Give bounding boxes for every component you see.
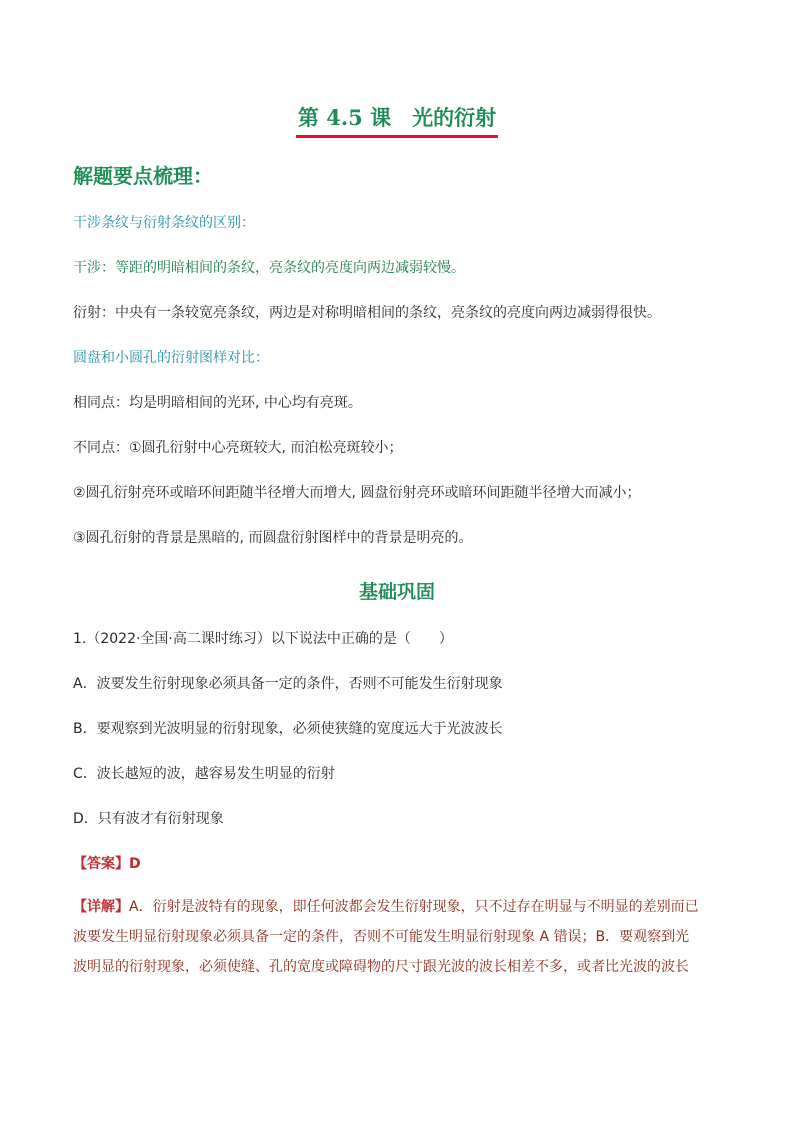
option-c: C．波长越短的波，越容易发生明显的衍射: [73, 766, 335, 782]
detail-line: 波要发生明显衍射现象必须具备一定的条件，否则不可能发生明显衍射现象 A 错误；B．要观察到光: [73, 929, 690, 945]
detail-explanation: [73, 892, 733, 982]
option-b: B．要观察到光波明显的衍射现象，必须使狭缝的宽度远大于光波波长: [73, 721, 503, 737]
detail-line: 波明显的衍射现象，必须使缝、孔的宽度或障碍物的尺寸跟光波的波长相差不多，或者比光波的波长: [73, 959, 689, 975]
answer-value: D: [129, 856, 141, 872]
detail-line: [73, 892, 733, 922]
point-text: 不同点：①圆孔衍射中心亮斑较大, 而泊松亮斑较小；: [73, 440, 403, 456]
answer-label: 【答案】: [73, 856, 129, 872]
option-a: A．波要发生衍射现象必须具备一定的条件，否则不可能发生衍射现象: [73, 676, 503, 692]
lesson-title: 第 4.5 课 光的衍射: [0, 102, 794, 138]
point-text: 衍射：中央有一条较宽亮条纹，两边是对称明暗相间的条纹，亮条纹的亮度向两边减弱得很快。: [73, 305, 661, 321]
point-text: ③圆孔衍射的背景是黑暗的, 而圆盘衍射图样中的背景是明亮的。: [73, 530, 473, 546]
question-stem: 1.（2022·全国·高二课时练习）以下说法中正确的是（ ）: [73, 631, 453, 647]
point-text: ②圆孔衍射亮环或暗环间距随半径增大而增大, 圆盘衍射亮环或暗环间距随半径增大而减小；: [73, 485, 641, 501]
point-text: 相同点：均是明暗相间的光环, 中心均有亮斑。: [73, 395, 362, 411]
point-text: 干涉：等距的明暗相间的条纹，亮条纹的亮度向两边减弱较慢。: [73, 260, 465, 276]
answer-line: [73, 853, 141, 873]
option-d: D．只有波才有衍射现象: [73, 811, 224, 827]
section-heading-basic-practice: 基础巩固: [358, 581, 435, 603]
detail-text: A．衍射是波特有的现象，即任何波都会发生衍射现象，只不过存在明显与不明显的差别而已: [129, 899, 699, 915]
detail-label: 【详解】: [73, 899, 129, 915]
point-text: 干涉条纹与衍射条纹的区别：: [73, 215, 255, 231]
section-heading-key-points: 解题要点梳理：: [73, 164, 213, 188]
point-text: 圆盘和小圆孔的衍射图样对比：: [73, 350, 269, 366]
